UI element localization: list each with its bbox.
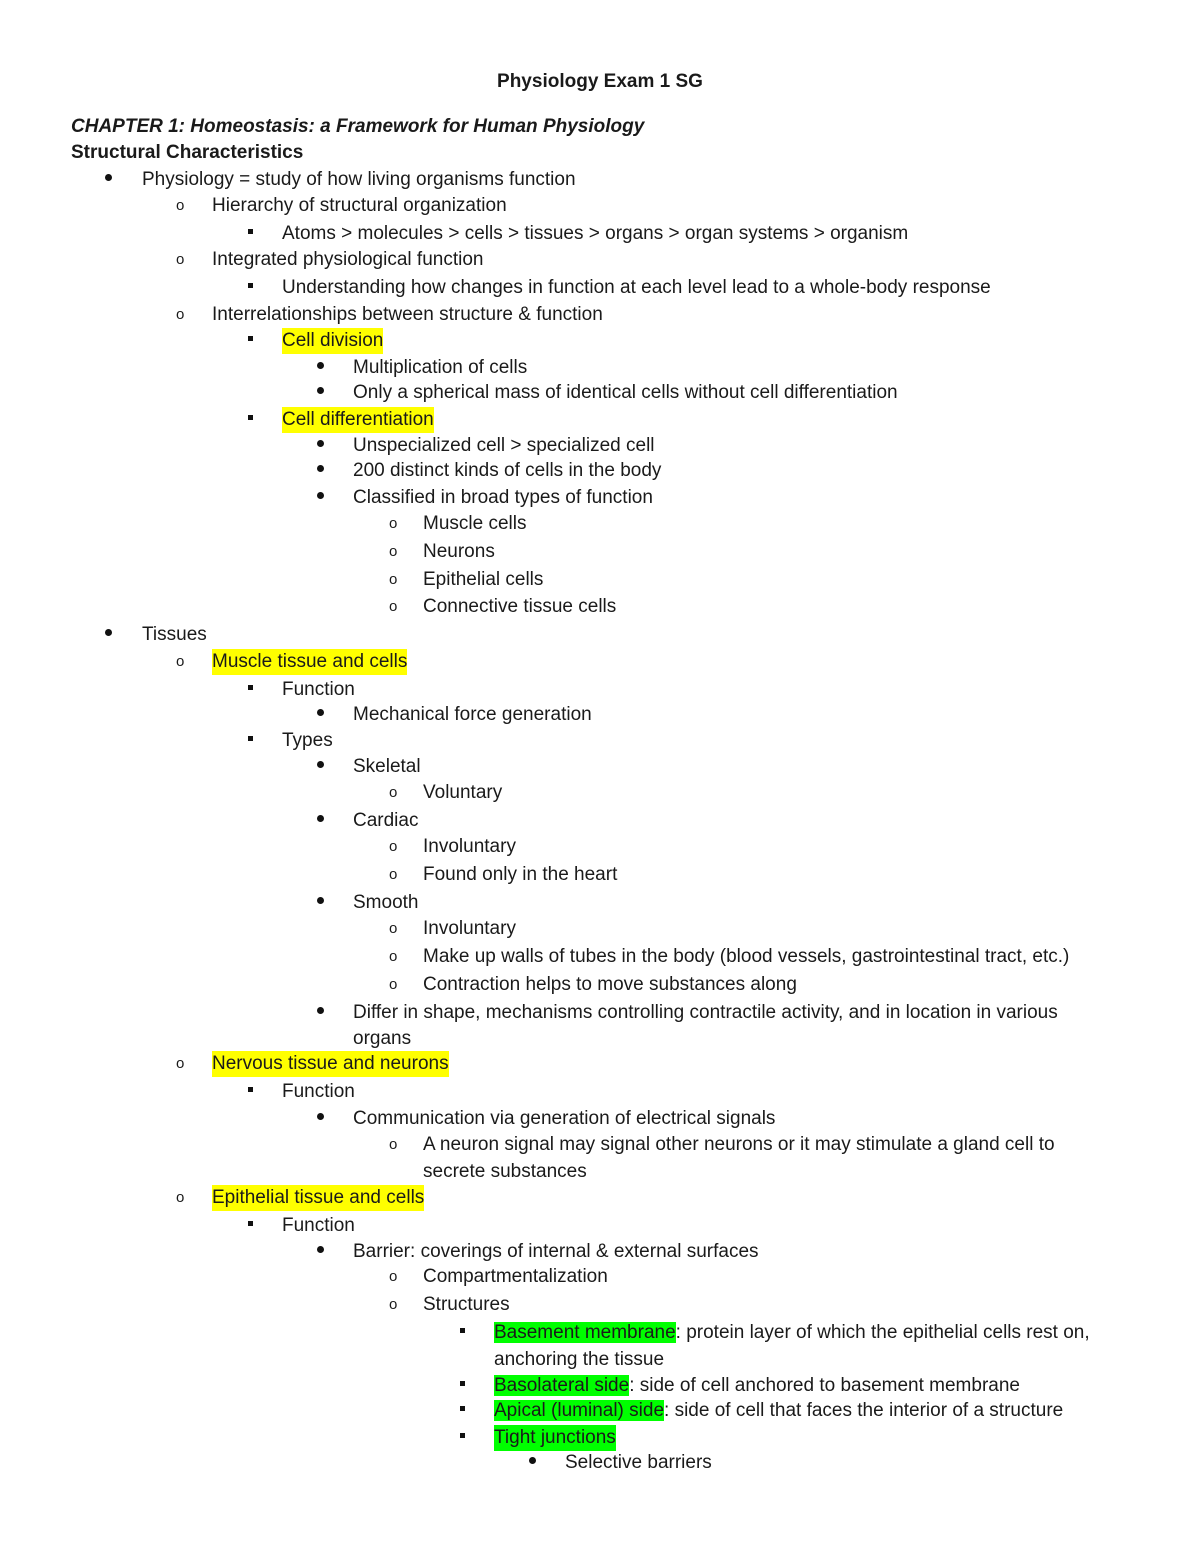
item-text: secrete substances	[423, 1161, 587, 1182]
bullet-disc-icon	[317, 702, 324, 728]
bullet-square-icon	[248, 1213, 253, 1239]
highlighted-term: Basolateral side	[494, 1375, 630, 1396]
item-text: Contraction helps to move substances along	[423, 974, 797, 995]
bullet-square-icon	[248, 275, 253, 301]
item-text: Function	[282, 1081, 355, 1102]
bullet-square-icon	[248, 677, 253, 703]
bullet-disc-icon	[317, 754, 324, 780]
bullet-disc-icon	[317, 890, 324, 916]
item-text: Interrelationships between structure & function	[212, 304, 603, 325]
item-text: Structures	[423, 1294, 510, 1315]
item-text: Types	[282, 730, 333, 751]
bullet-square-icon	[248, 328, 253, 354]
item-text: Mechanical force generation	[353, 704, 592, 725]
item-text: Multiplication of cells	[353, 357, 528, 378]
bullet-disc-icon	[317, 1239, 324, 1265]
item-text: Neurons	[423, 541, 495, 562]
bullet-disc-icon	[317, 1106, 324, 1132]
item-text: Skeletal	[353, 756, 421, 777]
item-text: Make up walls of tubes in the body (blood vessels, gastrointestinal tract, etc.)	[423, 946, 1070, 967]
bullet-disc-icon	[317, 433, 324, 459]
bullet-circle-icon: o	[389, 920, 398, 937]
bullet-circle-icon: o	[389, 976, 398, 993]
bullet-circle-icon: o	[389, 1136, 398, 1153]
bullet-disc-icon	[317, 380, 324, 406]
highlighted-text: Cell differentiation	[282, 407, 434, 433]
bullet-square-icon	[460, 1425, 465, 1451]
item-text: : side of cell that faces the interior of a structure	[664, 1400, 1064, 1421]
item-text: Found only in the heart	[423, 864, 618, 885]
item-text: anchoring the tissue	[494, 1349, 665, 1370]
item-text: Smooth	[353, 892, 419, 913]
highlighted-text: Epithelial tissue and cells	[212, 1185, 424, 1211]
bullet-circle-icon: o	[176, 653, 185, 670]
item-text: Integrated physiological function	[212, 249, 484, 270]
bullet-square-icon	[248, 728, 253, 754]
bullet-disc-icon	[317, 458, 324, 484]
bullet-circle-icon: o	[389, 571, 398, 588]
item-text: Connective tissue cells	[423, 596, 617, 617]
item-text: Only a spherical mass of identical cells without cell differentiation	[353, 382, 898, 403]
bullet-circle-icon: o	[389, 866, 398, 883]
highlighted-text: Cell division	[282, 328, 383, 354]
bullet-circle-icon: o	[389, 515, 398, 532]
bullet-disc-icon	[105, 622, 112, 648]
bullet-circle-icon: o	[176, 306, 185, 323]
highlighted-text: Muscle tissue and cells	[212, 649, 407, 675]
highlighted-term: Tight junctions	[494, 1425, 616, 1451]
bullet-circle-icon: o	[389, 598, 398, 615]
item-text: Tissues	[142, 624, 207, 645]
bullet-circle-icon: o	[389, 838, 398, 855]
item-text: A neuron signal may signal other neurons or it may stimulate a gland cell to	[423, 1134, 1055, 1155]
bullet-circle-icon: o	[176, 251, 185, 268]
bullet-circle-icon: o	[389, 1268, 398, 1285]
bullet-circle-icon: o	[176, 197, 185, 214]
item-text: 200 distinct kinds of cells in the body	[353, 460, 662, 481]
item-text: Communication via generation of electrical signals	[353, 1108, 776, 1129]
bullet-disc-icon	[317, 808, 324, 834]
bullet-disc-icon	[105, 167, 112, 193]
item-text: Physiology = study of how living organisms function	[142, 169, 576, 190]
chapter-heading: CHAPTER 1: Homeostasis: a Framework for Human Physiology	[71, 116, 645, 137]
bullet-square-icon	[460, 1320, 465, 1346]
bullet-square-icon	[460, 1373, 465, 1399]
item-text: Cardiac	[353, 810, 419, 831]
item-text: Function	[282, 1215, 355, 1236]
item-text: Voluntary	[423, 782, 503, 803]
bullet-disc-icon	[317, 355, 324, 381]
item-text: Understanding how changes in function at each level lead to a whole-body response	[282, 277, 991, 298]
item-text: Selective barriers	[565, 1452, 712, 1473]
item-text: Atoms > molecules > cells > tissues > organs > organ systems > organism	[282, 223, 909, 244]
highlighted-term: Apical (luminal) side	[494, 1400, 665, 1421]
document-title: Physiology Exam 1 SG	[497, 71, 703, 92]
item-text: Involuntary	[423, 836, 516, 857]
item-text: Barrier: coverings of internal & external surfaces	[353, 1241, 759, 1262]
item-text: Hierarchy of structural organization	[212, 195, 507, 216]
item-text: Compartmentalization	[423, 1266, 608, 1287]
highlighted-text: Nervous tissue and neurons	[212, 1051, 449, 1077]
bullet-square-icon	[248, 407, 253, 433]
bullet-circle-icon: o	[389, 784, 398, 801]
item-text: Function	[282, 679, 355, 700]
bullet-square-icon	[460, 1398, 465, 1424]
item-text: Muscle cells	[423, 513, 527, 534]
item-text: Epithelial cells	[423, 569, 544, 590]
item-text: Involuntary	[423, 918, 516, 939]
bullet-circle-icon: o	[176, 1055, 185, 1072]
bullet-circle-icon: o	[176, 1189, 185, 1206]
item-text: Differ in shape, mechanisms controlling contractile activity, and in location in various	[353, 1002, 1058, 1023]
bullet-circle-icon: o	[389, 543, 398, 560]
bullet-disc-icon	[317, 485, 324, 511]
bullet-circle-icon: o	[389, 1296, 398, 1313]
highlighted-term: Basement membrane	[494, 1322, 676, 1343]
bullet-disc-icon	[317, 1000, 324, 1026]
item-text: Unspecialized cell > specialized cell	[353, 435, 655, 456]
section-heading: Structural Characteristics	[71, 142, 304, 163]
bullet-square-icon	[248, 1079, 253, 1105]
item-text: Classified in broad types of function	[353, 487, 653, 508]
bullet-disc-icon	[529, 1450, 536, 1476]
item-text: organs	[353, 1028, 412, 1049]
bullet-circle-icon: o	[389, 948, 398, 965]
item-text: : protein layer of which the epithelial cells rest on,	[675, 1322, 1090, 1343]
item-text: : side of cell anchored to basement membrane	[629, 1375, 1020, 1396]
bullet-square-icon	[248, 221, 253, 247]
